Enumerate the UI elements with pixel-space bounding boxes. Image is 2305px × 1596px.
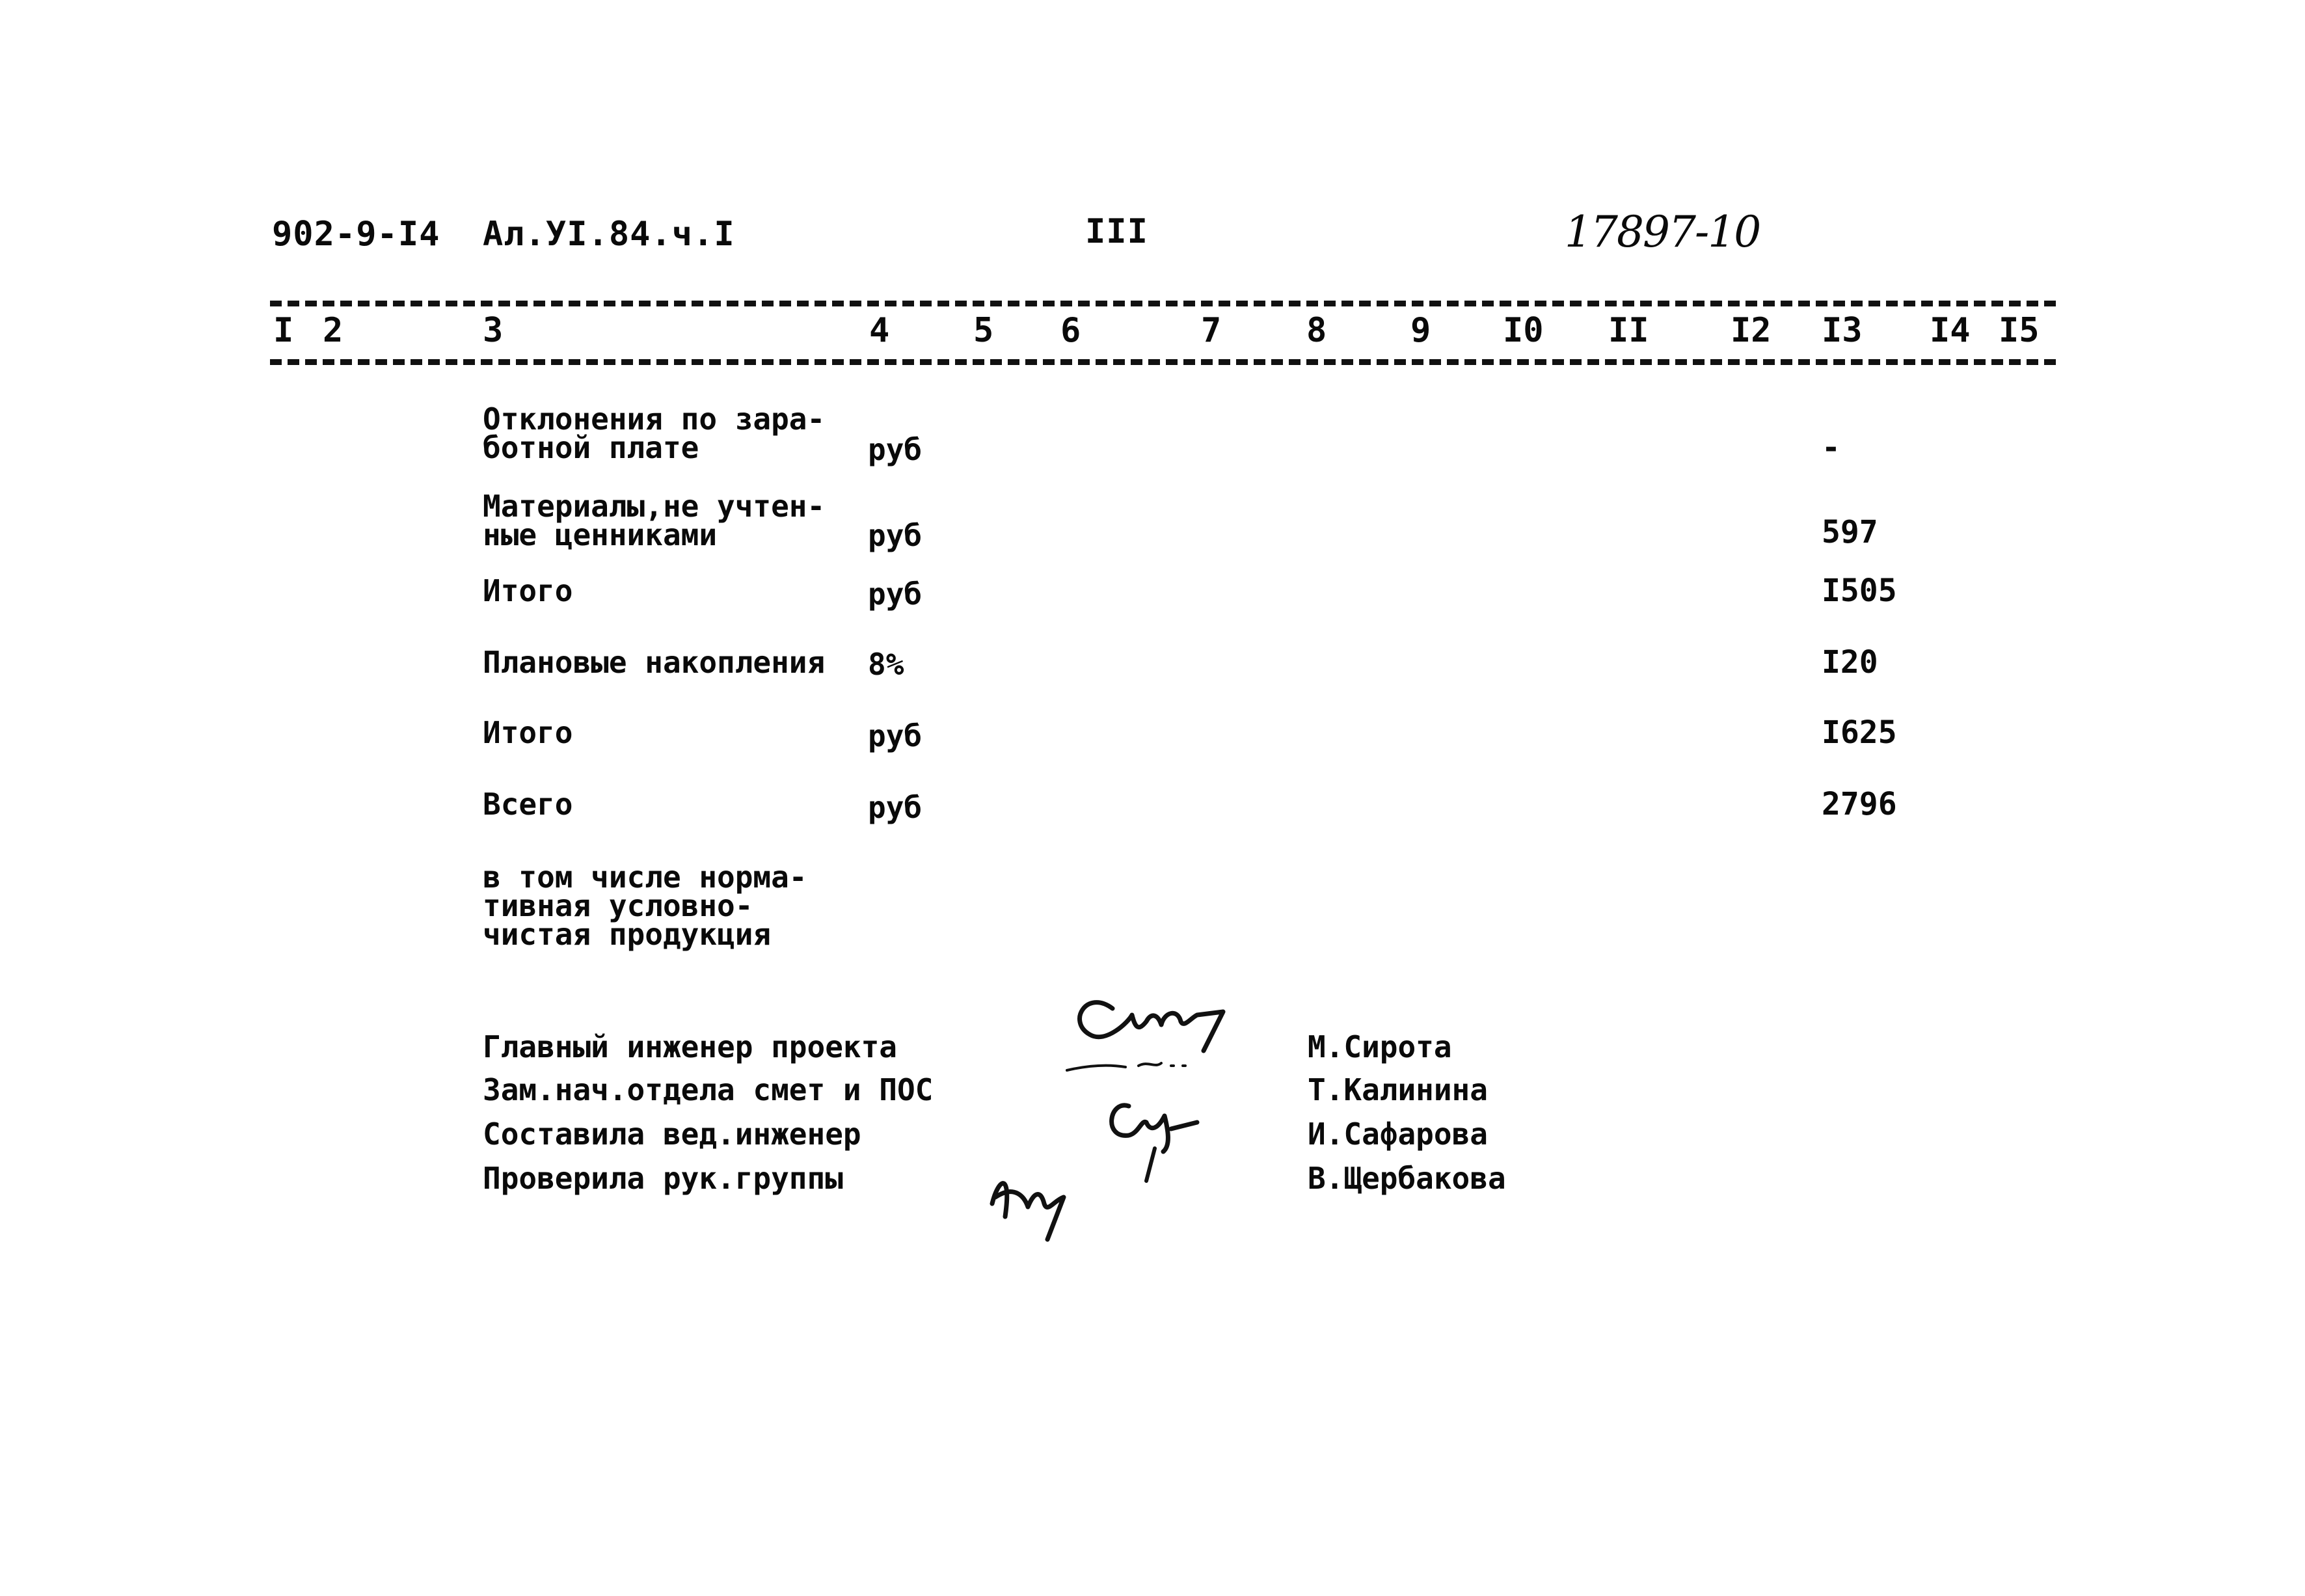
signatory-title: Проверила рук.группы — [483, 1161, 843, 1196]
row-unit: руб — [868, 790, 923, 825]
column-number: 9 — [1410, 311, 1431, 350]
row-unit: руб — [868, 518, 923, 553]
album-reference: Ал.УI.84.ч.I — [483, 215, 735, 254]
signatory-name: И.Сафарова — [1308, 1116, 1488, 1152]
project-code: 902-9-I4 — [272, 215, 440, 254]
column-header-bottom-rule — [270, 359, 2056, 365]
signature-stroke — [1112, 1105, 1197, 1152]
row-value: 597 — [1822, 514, 1878, 550]
signatory-name: М.Сирота — [1308, 1029, 1452, 1064]
row-value: 2796 — [1822, 786, 1897, 822]
column-number: 5 — [973, 311, 994, 350]
column-number: I3 — [1822, 311, 1863, 350]
row-label: Всего — [483, 787, 573, 822]
row-label: в том числе норма- тивная условно- чистая продукция — [483, 859, 807, 952]
column-header-top-rule — [270, 301, 2056, 306]
archive-number: 17897-10 — [1565, 207, 1760, 257]
row-unit: руб — [868, 718, 923, 753]
row-label: Итого — [483, 715, 573, 750]
row-value: I505 — [1822, 573, 1897, 609]
signature-stroke — [1146, 1148, 1155, 1181]
signatory-title: Главный инженер проекта — [483, 1029, 897, 1064]
signatory-title: Составила вед.инженер — [483, 1116, 861, 1152]
column-number: 3 — [483, 311, 504, 350]
row-value: I625 — [1822, 714, 1897, 751]
column-number: I — [273, 311, 294, 350]
signature-stroke — [1067, 1066, 1126, 1070]
column-number: I4 — [1930, 311, 1971, 350]
page-number: III — [1085, 212, 1148, 251]
signature-stroke — [1080, 1003, 1223, 1051]
column-number: I5 — [1999, 311, 2040, 350]
row-unit: 8% — [868, 647, 904, 682]
signatory-title: Зам.нач.отдела смет и ПОС — [483, 1072, 934, 1107]
column-number: I0 — [1503, 311, 1544, 350]
row-unit: руб — [868, 576, 923, 612]
row-label: Плановые накопления — [483, 645, 826, 680]
column-number: II — [1608, 311, 1649, 350]
row-value: I20 — [1822, 644, 1878, 681]
row-label: Материалы,не учтен- ные ценниками — [483, 489, 826, 552]
column-number: 8 — [1306, 311, 1327, 350]
column-number: 7 — [1201, 311, 1222, 350]
row-unit: руб — [868, 432, 923, 467]
row-label: Итого — [483, 573, 573, 608]
column-number: 2 — [323, 311, 344, 350]
signature-stroke — [1139, 1063, 1185, 1066]
row-value: - — [1822, 429, 1840, 466]
signatory-name: В.Щербакова — [1308, 1161, 1506, 1196]
handwritten-signatures — [976, 982, 1288, 1243]
column-number: 6 — [1060, 311, 1081, 350]
signatory-name: Т.Калинина — [1308, 1072, 1488, 1107]
signature-stroke — [992, 1183, 1064, 1239]
column-number: I2 — [1731, 311, 1772, 350]
column-number: 4 — [869, 311, 890, 350]
row-label: Отклонения по зара- ботной плате — [483, 401, 826, 465]
